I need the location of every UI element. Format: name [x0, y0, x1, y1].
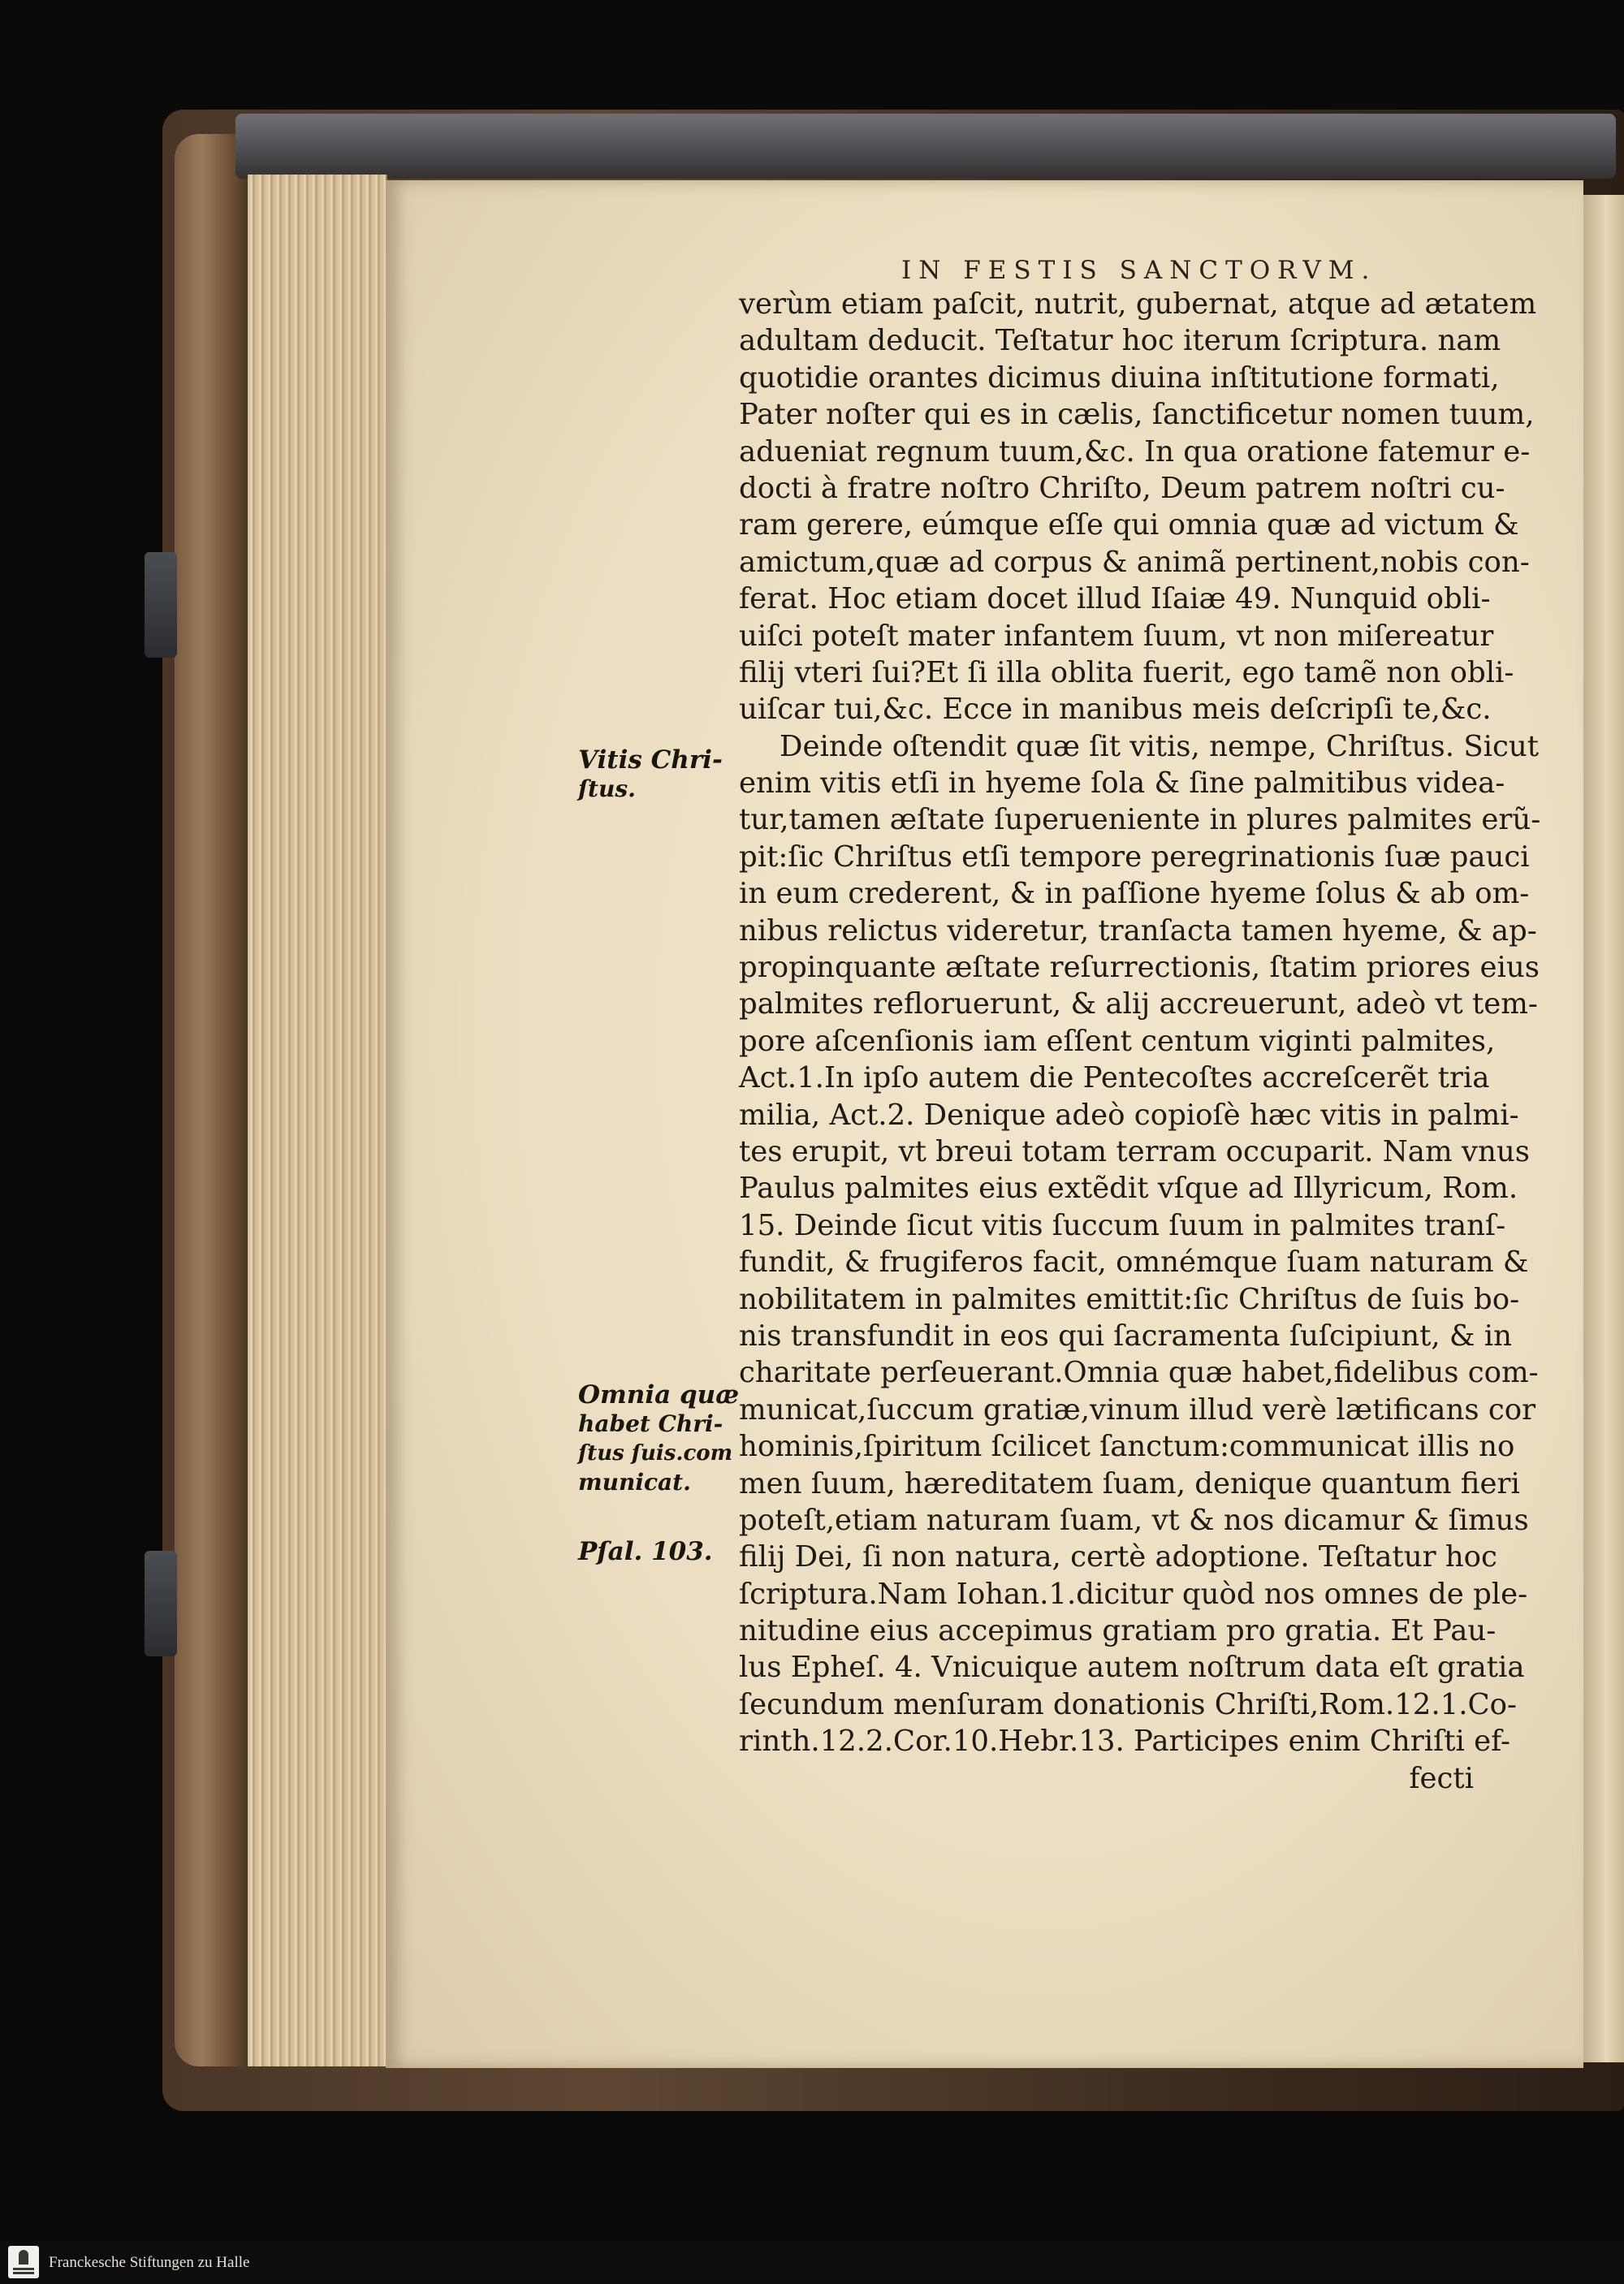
facing-page-edge	[1579, 195, 1624, 2062]
text-line: verùm etiam paſcit, nutrit, gubernat, atque ad ætatem	[739, 287, 1537, 321]
text-line: adueniat regnum tuum,&c. In qua oratione fatemur e-	[739, 434, 1531, 468]
text-line: docti à fratre noſtro Chriſto, Deum patrem noſtri cu-	[739, 471, 1505, 505]
text-line: lus Epheſ. 4. Vnicuique autem noſtrum data eſt gratia	[739, 1651, 1525, 1685]
page-block-edges	[248, 175, 387, 2066]
text-line: enim vitis etſi in hyeme ſola & ſine palmitibus videa-	[739, 766, 1505, 801]
text-line: nibus relictus videretur, tranſacta tamen hyeme, & ap-	[739, 913, 1537, 948]
footer-bar	[0, 2241, 1624, 2284]
margin-note-line: ſtus.	[578, 775, 636, 802]
text-line: tes erupit, vt breui totam terram occuparit. Nam vnus	[739, 1134, 1530, 1168]
text-line: fundit, & frugiferos facit, omnémque ſuam naturam &	[739, 1246, 1529, 1280]
text-line: tur,tamen æſtate ſuperueniente in plures palmites erũ-	[739, 803, 1541, 837]
margin-note-line: municat.	[578, 1469, 691, 1496]
institution-logo-icon	[8, 2246, 39, 2278]
text-line: filij Dei, ſi non natura, certè adoptione. Teſtatur hoc	[739, 1540, 1497, 1574]
clasp-lower	[145, 1551, 177, 1656]
text-line: adultam deducit. Teſtatur hoc iterum ſcriptura. nam	[739, 324, 1501, 358]
text-line: poteſt,etiam naturam ſuam, vt & nos dicamur & ſimus	[739, 1503, 1529, 1537]
text-line: charitate perſeuerant.Omnia quæ habet,fidelibus com-	[739, 1356, 1539, 1390]
clasp-upper	[145, 552, 177, 658]
text-line: amictum,quæ ad corpus & animã pertinent,nobis con-	[739, 545, 1530, 579]
text-line: Pater noſter qui es in cælis, ſanctificetur nomen tuum,	[739, 398, 1535, 432]
text-line: Paulus palmites eius extẽdit vſque ad Illyricum, Rom.	[739, 1172, 1518, 1206]
text-line: quotidie orantes dicimus diuina inſtitutione formati,	[739, 361, 1500, 395]
text-line: rinth.12.2.Cor.10.Hebr.13. Participes enim Chriſti ef-	[739, 1725, 1511, 1759]
running-head: IN FESTIS SANCTORVM.	[901, 256, 1377, 285]
text-line: nobilitatem in palmites emittit:ſic Chriſtus de ſuis bo-	[739, 1282, 1520, 1316]
text-line: pore aſcenſionis iam eſſent centum viginti palmites,	[739, 1024, 1496, 1058]
text-line: municat,ſuccum gratiæ,vinum illud verè lætificans cor	[739, 1392, 1536, 1427]
text-line: ſcriptura.Nam Iohan.1.dicitur quòd nos omnes de ple-	[739, 1577, 1528, 1611]
text-line: uiſci poteſt mater infantem ſuum, vt non miſereatur	[739, 619, 1494, 653]
margin-note-vitis	[578, 745, 723, 804]
margin-note-line: ſtus ſuis.com	[578, 1441, 733, 1466]
margin-note-omnia	[578, 1380, 739, 1497]
text-line: ferat. Hoc etiam docet illud Iſaiæ 49. Nunquid obli-	[739, 582, 1491, 616]
margin-note-line: Omnia quæ	[578, 1380, 740, 1410]
text-line: propinquante æſtate reſurrectionis, ſtatim priores eius	[739, 951, 1540, 985]
book-top-edge	[235, 114, 1616, 179]
text-line: pit:ſic Chriſtus etſi tempore peregrinationis ſuæ pauci	[739, 840, 1530, 874]
text-line: ram gerere, eúmque eſſe qui omnia quæ ad victum &	[739, 508, 1519, 542]
text-line: filij vteri ſui?Et ſi illa oblita fuerit, ego tamẽ non obli-	[739, 655, 1514, 689]
text-line: 15. Deinde ſicut vitis ſuccum ſuum in palmites tranſ-	[739, 1208, 1506, 1242]
text-line: ſecundum menſuram donationis Chriſti,Rom.12.1.Co-	[739, 1687, 1518, 1721]
text-line: uiſcar tui,&c. Ecce in manibus meis deſcripſi te,&c.	[739, 693, 1492, 727]
margin-note-line: Vitis Chri-	[578, 745, 723, 775]
text-line: men ſuum, hæreditatem ſuam, denique quantum fieri	[739, 1466, 1520, 1500]
text-line: in eum crederent, & in paſſione hyeme ſolus & ab om-	[739, 877, 1530, 911]
margin-note-line: habet Chri-	[578, 1410, 723, 1437]
book-spine-edge	[175, 134, 252, 2066]
text-line: Act.1.In ipſo autem die Pentecoſtes accreſcerẽt tria	[739, 1061, 1490, 1095]
text-line: hominis,ſpiritum ſcilicet ſanctum:communicat illis no	[739, 1430, 1515, 1464]
text-line: Deinde oſtendit quæ ſit vitis, nempe, Chriſtus. Sicut	[780, 729, 1540, 763]
institution-name[interactable]: Franckesche Stiftungen zu Halle	[49, 2254, 250, 2271]
text-line: palmites refloruerunt, & alij accreuerunt, adeò vt tem-	[739, 987, 1538, 1021]
margin-note-line: Pſal. 103.	[578, 1537, 713, 1566]
body-text	[739, 286, 1541, 1797]
margin-note-psal	[578, 1537, 713, 1566]
catchword: fecti	[1409, 1761, 1474, 1795]
text-line: nis transfundit in eos qui ſacramenta ſuſcipiunt, & in	[739, 1319, 1512, 1353]
text-line: milia, Act.2. Denique adeò copioſè hæc vitis in palmi-	[739, 1098, 1519, 1132]
text-line: nitudine eius accepimus gratiam pro gratia. Et Pau-	[739, 1614, 1497, 1648]
